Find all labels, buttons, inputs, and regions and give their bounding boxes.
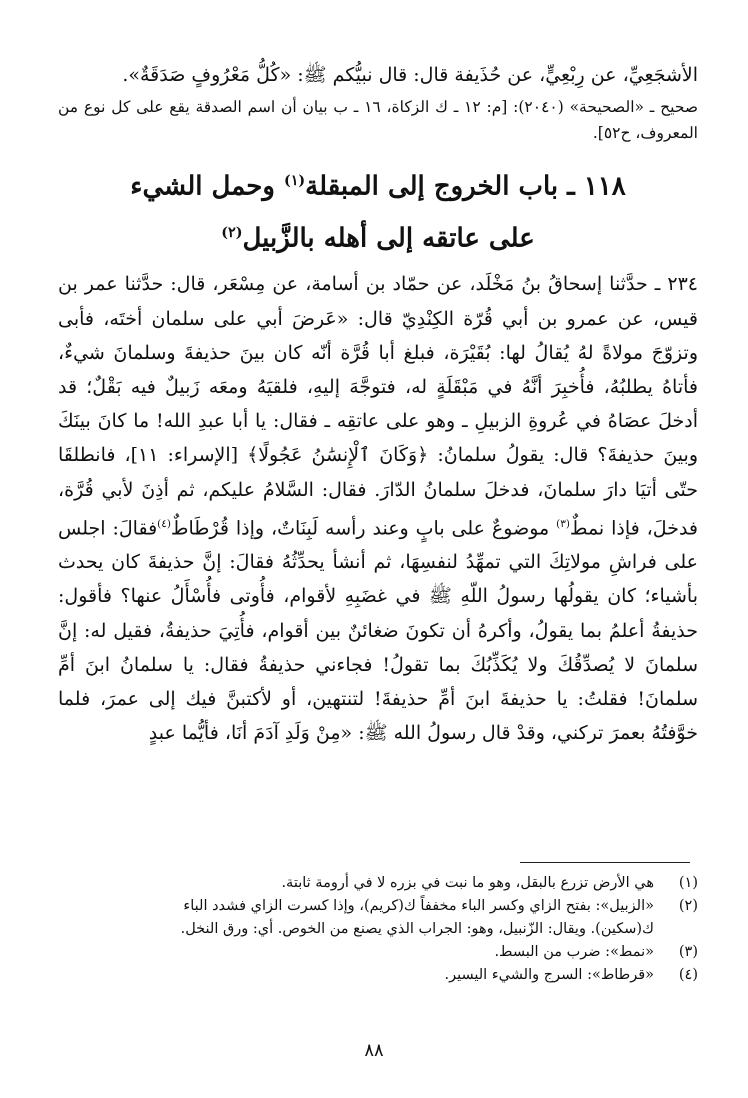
footnote-marker-2[interactable]: (٢) xyxy=(221,224,243,241)
hadith-body xyxy=(58,267,698,750)
footnote-text: «قرطاط»: السرج والشيء اليسير. xyxy=(444,967,654,983)
chapter-title-part-1: ١١٨ ـ باب الخروج إلى المبقلة xyxy=(305,171,626,202)
footnotes xyxy=(58,872,698,987)
footnote-text: «نمط»: ضرب من البسط. xyxy=(494,944,654,960)
footnote-divider xyxy=(520,862,690,863)
chapter-title-part-3: على عاتقه إلى أهله بالزَّبيل xyxy=(242,223,535,254)
footnote-number: (١) xyxy=(678,875,698,891)
hadith-grading: صحيح ـ «الصحيحة» (٢٠٤٠): [م: ١٢ ـ ك الزكاة، ١٦ ـ ب بيان أن اسم الصدقة يقع على كل نوع من المعروف، ح٥٢]. xyxy=(58,98,698,142)
footnote-number: (٤) xyxy=(678,967,698,983)
hadith-text-part-3: فقالَ: اجلس على فراشِ مولاتِكَ التي تمهِّدُ لنفسِهَا، ثم أنشأ يحدِّثُهُ فقالَ: إنَّ حذيفةَ كان يحدث بأشياء؛ كان يقولُها رسولُ اللّهِ ﷺ في غضَبِهِ لأقوام، فأُوتى فأُسْأَلُ عنها؟ فأقول: حذيفةُ أعلمُ بما يقولُ، وأكرهُ أن تكونَ ضغائنٌ بين أقوام، فأُتِيَ حذيفةُ، فقيل له: إنَّ سلمانَ لا يُصدِّقُكَ ولا يُكَذِّبُكَ بما تقولُ! فجاءني حذيفةُ فقال: يا سلمانُ ابنَ أمِّ سلمانَ! فقلتُ: يا حذيفةَ ابنَ أمِّ حذيفةَ! لتنتهين، أو لأكتبنَّ فيك إلى عمرَ، فلما خوَّفتُهُ بعمرَ تركني، وقدْ قال رسولُ الله ﷺ: «مِنْ وَلَدِ آدَمَ أنَا، فأيُّما عبدٍ xyxy=(58,517,698,745)
page-number: ٨٨ xyxy=(364,1040,384,1061)
footnote-item xyxy=(58,872,698,895)
chapter-heading-line-1 xyxy=(58,158,698,210)
footnote-marker-4[interactable]: (٤) xyxy=(157,517,171,530)
footnote-text: هي الأرض تزرع بالبقل، وهو ما نبت في بزره لا في أرومة ثابتة. xyxy=(281,875,654,891)
footnote-item xyxy=(58,895,698,918)
footnote-marker-3[interactable]: (٣) xyxy=(556,517,570,530)
top-hadith: الأشجَعِيِّ، عن رِبْعِيٍّ، عن حُذَيفة قال: قال نبيُّكم ﷺ: «كُلُّ مَعْرُوفٍ صَدَقَةٌ». xyxy=(122,64,698,86)
footnote-text: «الزبيل»: بفتح الزاي وكسر الباء مخففاً ك(كريم)، وإذا كسرت الزاي فشدد الباء xyxy=(183,898,654,914)
chapter-heading-line-2 xyxy=(58,210,698,262)
hadith-text-part-1: ٢٣٤ ـ حدَّثنا إسحاقُ بنُ مَخْلَد، عن حمّاد بن أسامة، عن مِسْعَر، قال: حدَّثنا عمر بن قيس، عن عمرو بن أبي قُرّة الكِنْدِيّ قال: «عَرضَ أبي على سلمان أختَه، فأبى وتزوّجَ مولاةً لهُ يُقالُ لها: بُقَيْرَة، فبلغ أبا قُرَّة أنّه كان بينَ حذيفةَ وسلمانَ شيءٌ، فأتاهُ يطلبُهُ، فأُخبِرَ أنَّهُ في مَبْقَلَةٍ له، فتوجَّهَ إليهِ، فلقيَهُ ومعَه زَبيلٌ فيه بَقْلٌ؛ قد أدخلَ عصَاهُ في عُروةِ الزبيلِ ـ وهو على عاتقِه ـ فقال: يا أبا عبدِ الله! ما كانَ بينَكَ وبينَ حذيفةَ؟ قال: يقولُ سلمانُ: ﴿وَكَانَ ٱلْإِنسَٰنُ عَجُولًا﴾ [الإسراء: ١١]، فانطلقَا حتّى أتيَا دارَ سلمانَ، فدخلَ سلمانُ الدّارَ. فقال: السَّلامُ عليكم، ثم أذِنَ لأبي قُرَّة، فدخلَ، فإذا نمطٌ xyxy=(58,273,699,540)
page-content xyxy=(58,58,698,750)
footnote-item xyxy=(58,964,698,987)
footnote-number: (٣) xyxy=(678,944,698,960)
chapter-title-part-2: وحمل الشيء xyxy=(130,171,284,202)
footnote-continuation: ك(سكين). ويقال: الزّنبيل، وهو: الجراب الذي يصنع من الخوص. أي: ورق النخل. xyxy=(180,921,654,937)
chapter-heading xyxy=(58,158,698,261)
footnote-marker-1[interactable]: (١) xyxy=(283,173,306,189)
footnote-item xyxy=(58,941,698,964)
hadith-text-part-2: موضوعٌ على بابٍ وعند رأسه لَبِنَاتٌ، وإذا قُرْطَاطٌ xyxy=(170,517,557,540)
footnote-number: (٢) xyxy=(678,898,698,914)
